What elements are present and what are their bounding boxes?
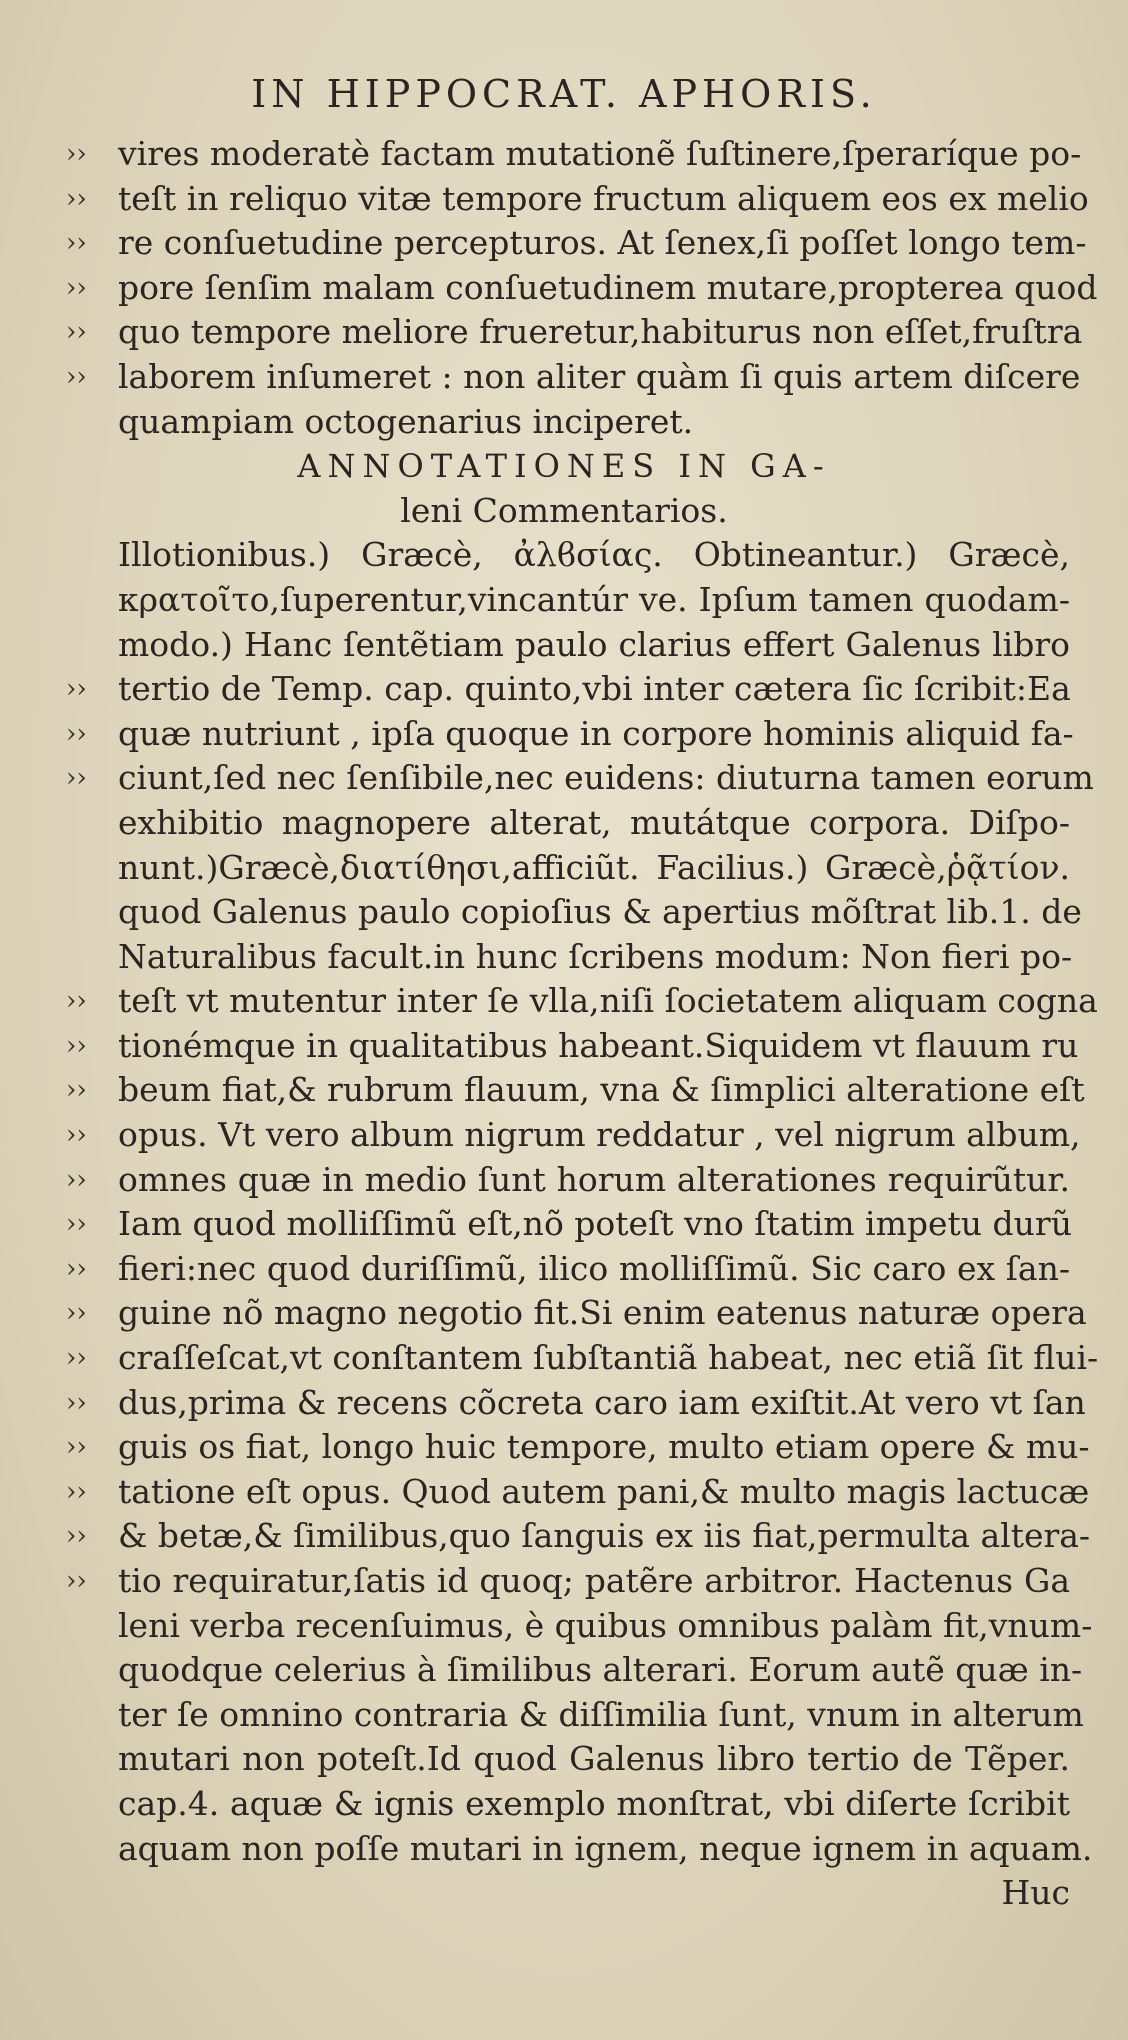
quotation-marker: ›› [66,718,87,749]
text-line [0,801,1128,846]
text-line [0,400,1128,445]
line-text: tatione eſt opus. Quod autem pani,& multo magis lactucæ [118,1471,1090,1511]
quotation-marker: ›› [66,139,87,169]
line-text: quampiam octogenarius inciperet. [118,401,694,441]
line-text: quæ nutriunt , ipſa quoque in corpore hominis aliquid fa- [118,713,1074,753]
text-line [0,1827,1128,1872]
line-text: quo tempore meliore frueretur,habiturus non eſſet,fruſtra [118,312,1083,352]
text-line [0,712,1128,757]
quotation-marker: ›› [66,1164,87,1195]
text-line [0,132,1128,177]
line-text: laborem inſumeret : non aliter quàm ſi quis artem diſcere [118,356,1081,396]
line-text: pore ſenſim malam conſuetudinem mutare,propterea quod [118,267,1098,307]
quotation-marker: ›› [66,1298,87,1329]
text-line [0,1470,1128,1515]
quotation-marker: ›› [66,183,87,214]
quotation-marker: ›› [66,361,87,392]
text-line [0,177,1128,222]
quotation-marker: ›› [66,1120,87,1151]
line-text: opus. Vt vero album nigrum reddatur , vel nigrum album, [118,1115,1081,1155]
section-heading-line [0,444,1128,489]
line-text: tio requiratur,ſatis id quoq; patẽre arbitror. Hactenus Ga [118,1561,1070,1600]
text-line [0,1068,1128,1113]
text-line [0,1604,1128,1649]
line-text: tertio de Temp. cap. quinto,vbi inter cætera ſic ſcribit:Ea [118,669,1071,709]
line-text: guine nõ magno negotio fit.Si enim eatenus naturæ opera [118,1293,1087,1333]
line-text: exhibitio magnopere alterat, mutátque corpora. Diſpo- [118,802,1070,842]
line-text: beum fiat,& rubrum flauum, vna & ſimplici alteratione eſt [118,1070,1085,1110]
line-text: vires moderatè factam mutationẽ ſuſtinere,ſperaríque po- [118,134,1082,173]
line-text: guis os fiat, longo huic tempore, multo etiam opere & mu- [118,1427,1090,1467]
quotation-marker: ›› [66,1566,87,1596]
line-text: Iam quod molliſſimũ eſt,nõ poteſt vno ſtatim impetu durũ [118,1204,1072,1244]
quotation-marker: ›› [66,228,87,259]
text-line [0,667,1128,712]
text-line [0,310,1128,355]
line-text: & betæ,& ſimilibus,quo ſanguis ex iis fiat,permulta altera- [118,1516,1091,1556]
text-line [0,355,1128,400]
line-text: Naturalibus facult.in hunc ſcribens modum: Non fieri po- [118,936,1073,976]
text-line [0,221,1128,266]
text-line [0,1336,1128,1381]
quotation-marker: ›› [66,1521,87,1552]
line-text: re conſuetudine percepturos. At ſenex,ſi poſſet longo tem- [118,223,1087,263]
text-line [0,890,1128,935]
quotation-marker: ›› [66,763,87,794]
text-line [0,1113,1128,1158]
text-line [0,756,1128,801]
text-line [0,1024,1128,1069]
line-text: tionémque in qualitatibus habeant.Siquidem vt flauum ru [118,1025,1079,1065]
line-text: teſt in reliquo vitæ tempore fructum aliquem eos ex melio [118,178,1089,218]
line-text: omnes quæ in medio ſunt horum alterationes requirũtur. [118,1159,1070,1199]
line-text: cap.4. aquæ & ignis exemplo monſtrat, vbi diſerte ſcribit [118,1783,1070,1823]
catchword: Huc [1001,1873,1070,1913]
quotation-marker: ›› [66,1387,87,1418]
quotation-marker: ›› [66,1030,87,1061]
quotation-marker: ›› [66,1432,87,1463]
text-line [0,1381,1128,1426]
quotation-marker: ›› [66,674,87,705]
text-line [0,1202,1128,1247]
quotation-marker: ›› [66,1253,87,1284]
quotation-marker: ›› [66,1209,87,1240]
text-line [0,578,1128,623]
quotation-marker: ›› [66,317,87,348]
line-text: mutari non poteſt.Id quod Galenus libro tertio de Tẽper. [118,1739,1070,1779]
text-line [0,979,1128,1024]
running-header: IN HIPPOCRAT. APHORIS. [251,72,877,116]
quotation-marker: ›› [66,1075,87,1106]
text-line [0,1559,1128,1604]
line-text: nunt.)Græcè,διατίθησι,afficiũt. Facilius.) Græcè,ῥᾷτίον. [118,847,1070,887]
text-line [0,1871,1128,1916]
line-text: leni Commentarios. [400,490,728,530]
text-line [0,1247,1128,1292]
text-line [0,489,1128,534]
line-text: teſt vt mutentur inter ſe vlla,niſi ſocietatem aliquam cogna [118,981,1098,1021]
line-text: quodque celerius à ſimilibus alterari. Eorum autẽ quæ in- [118,1650,1083,1690]
line-text: dus,prima & recens cõcreta caro iam exiſtit.At vero vt ſan [118,1382,1086,1422]
line-text: aquam non poſſe mutari in ignem, neque ignem in aquam. [118,1828,1093,1868]
line-text: craſſeſcat,vt conſtantem ſubſtantiã habeat, nec etiã ſit flui- [118,1338,1099,1378]
text-line [0,1737,1128,1782]
text-line [0,935,1128,980]
text-line [0,1648,1128,1693]
text-body [0,132,1128,1916]
text-line [0,1425,1128,1470]
line-text: ter ſe omnino contraria & diſſimilia ſunt, vnum in alterum [118,1694,1084,1734]
line-text: leni verba recenſuimus, è quibus omnibus palàm fit,vnum- [118,1605,1093,1645]
line-text: ANNOTATIONES IN GA- [297,447,831,486]
text-line [0,1291,1128,1336]
text-line [0,623,1128,668]
text-line [0,1782,1128,1827]
line-text: Illotionibus.) Græcè, ἀλϐσίας. Obtineantur.) Græcè, [118,535,1070,575]
quotation-marker: ›› [66,986,87,1017]
text-line [0,846,1128,891]
text-line [0,1693,1128,1738]
text-line [0,1514,1128,1559]
line-text: modo.) Hanc ſentẽtiam paulo clarius effert Galenus libro [118,624,1070,664]
quotation-marker: ›› [66,272,87,303]
line-text: fieri:nec quod duriſſimũ, ilico molliſſimũ. Sic caro ex ſan- [118,1248,1070,1288]
text-line [0,1158,1128,1203]
line-text: ciunt,ſed nec ſenſibile,nec euidens: diuturna tamen eorum [118,758,1094,798]
quotation-marker: ›› [66,1343,87,1374]
line-text: quod Galenus paulo copioſius & apertius mõſtrat lib.1. de [118,892,1082,932]
text-line [0,533,1128,578]
line-text: κρατοῖτο,ſuperentur,vincantúr ve. Ipſum tamen quodam- [118,579,1070,619]
text-line [0,266,1128,311]
quotation-marker: ›› [66,1476,87,1507]
